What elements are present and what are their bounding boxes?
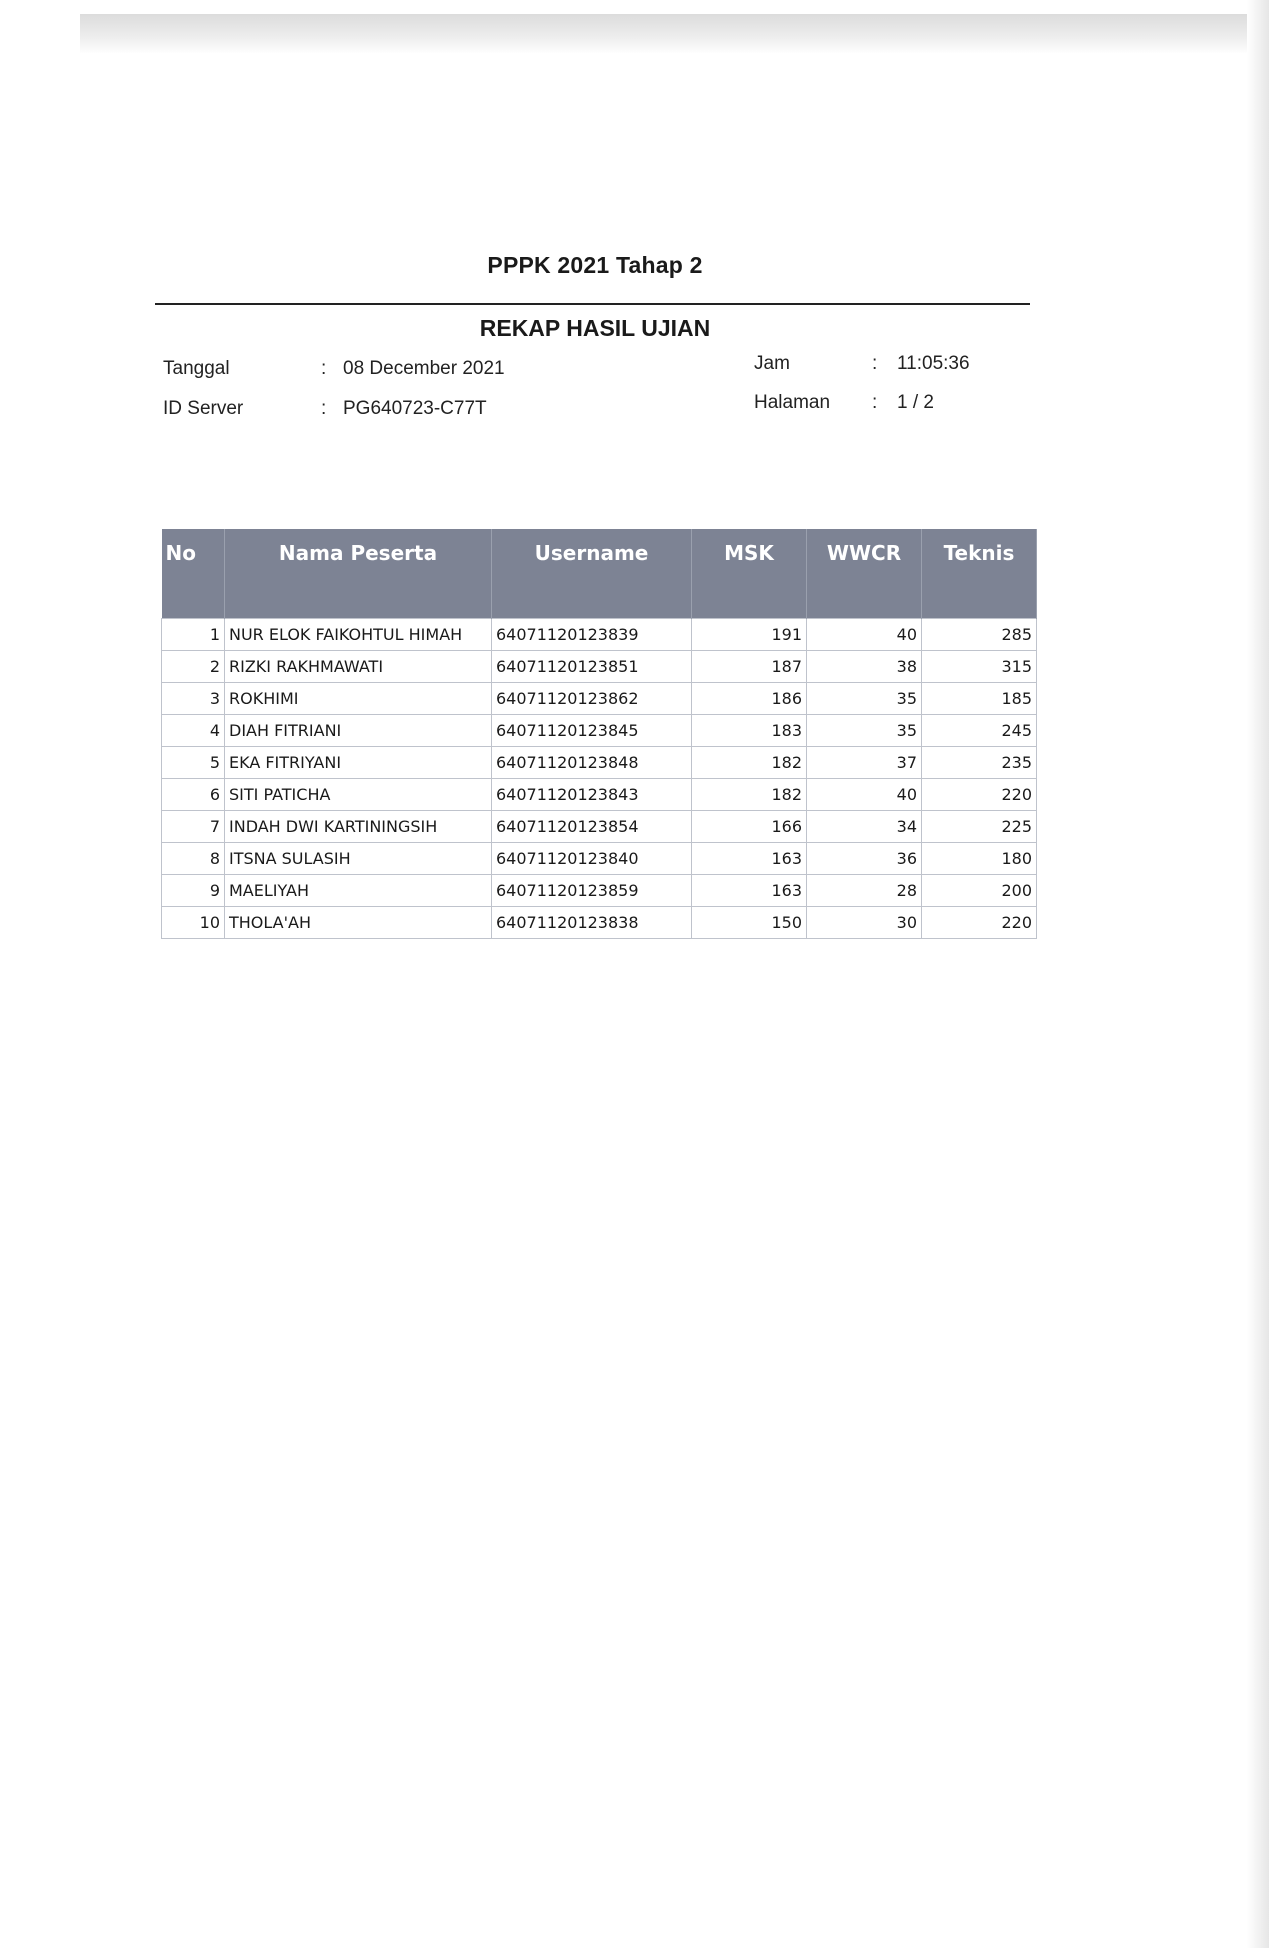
cell-wwcr: 36: [807, 843, 922, 875]
cell-nama: RIZKI RAKHMAWATI: [225, 651, 492, 683]
table-row: [162, 875, 1037, 907]
table-row: [162, 843, 1037, 875]
cell-msk: 163: [692, 875, 807, 907]
cell-wwcr: 28: [807, 875, 922, 907]
scan-edge: [1247, 0, 1269, 1948]
halaman-colon: :: [872, 392, 878, 413]
table-row: [162, 651, 1037, 683]
cell-nama: THOLA'AH: [225, 907, 492, 939]
cell-msk: 166: [692, 811, 807, 843]
table-row: [162, 907, 1037, 939]
table-row: [162, 619, 1037, 651]
cell-msk: 182: [692, 747, 807, 779]
column-header-nama: Nama Peserta: [225, 529, 492, 619]
cell-nama: ROKHIMI: [225, 683, 492, 715]
title-divider: [155, 303, 1030, 305]
table-row: [162, 683, 1037, 715]
meta-jam: [754, 353, 1014, 375]
table-header-row: [162, 529, 1037, 619]
cell-username: 64071120123845: [492, 715, 692, 747]
cell-no: 1: [162, 619, 225, 651]
cell-username: 64071120123859: [492, 875, 692, 907]
jam-label: Jam: [754, 353, 790, 374]
cell-msk: 186: [692, 683, 807, 715]
cell-no: 5: [162, 747, 225, 779]
cell-teknis: 220: [922, 907, 1037, 939]
cell-wwcr: 30: [807, 907, 922, 939]
cell-wwcr: 40: [807, 779, 922, 811]
cell-teknis: 200: [922, 875, 1037, 907]
cell-msk: 163: [692, 843, 807, 875]
cell-username: 64071120123862: [492, 683, 692, 715]
cell-no: 3: [162, 683, 225, 715]
halaman-label: Halaman: [754, 392, 831, 413]
idserver-value: PG640723-C77T: [343, 398, 487, 419]
cell-teknis: 315: [922, 651, 1037, 683]
idserver-label: ID Server: [163, 398, 244, 419]
column-header-no: No: [162, 529, 225, 619]
cell-nama: MAELIYAH: [225, 875, 492, 907]
cell-msk: 183: [692, 715, 807, 747]
table-row: [162, 747, 1037, 779]
cell-teknis: 185: [922, 683, 1037, 715]
tanggal-label: Tanggal: [163, 358, 230, 379]
cell-wwcr: 40: [807, 619, 922, 651]
cell-wwcr: 35: [807, 715, 922, 747]
cell-wwcr: 34: [807, 811, 922, 843]
results-table: [161, 529, 1037, 939]
cell-teknis: 180: [922, 843, 1037, 875]
cell-nama: NUR ELOK FAIKOHTUL HIMAH: [225, 619, 492, 651]
cell-teknis: 235: [922, 747, 1037, 779]
jam-colon: :: [872, 353, 878, 374]
cell-no: 6: [162, 779, 225, 811]
cell-username: 64071120123848: [492, 747, 692, 779]
cell-msk: 150: [692, 907, 807, 939]
cell-nama: DIAH FITRIANI: [225, 715, 492, 747]
meta-halaman: [754, 392, 1014, 414]
cell-username: 64071120123838: [492, 907, 692, 939]
cell-nama: ITSNA SULASIH: [225, 843, 492, 875]
idserver-colon: :: [321, 398, 327, 419]
cell-teknis: 220: [922, 779, 1037, 811]
cell-teknis: 285: [922, 619, 1037, 651]
cell-no: 4: [162, 715, 225, 747]
cell-username: 64071120123839: [492, 619, 692, 651]
cell-no: 10: [162, 907, 225, 939]
halaman-value: 1 / 2: [897, 392, 934, 413]
cell-wwcr: 35: [807, 683, 922, 715]
cell-no: 7: [162, 811, 225, 843]
meta-tanggal: [163, 358, 563, 380]
cell-msk: 182: [692, 779, 807, 811]
cell-wwcr: 38: [807, 651, 922, 683]
column-header-username: Username: [492, 529, 692, 619]
cell-nama: EKA FITRIYANI: [225, 747, 492, 779]
meta-idserver: [163, 398, 563, 420]
tanggal-value: 08 December 2021: [343, 358, 505, 379]
table-row: [162, 779, 1037, 811]
table-row: [162, 715, 1037, 747]
cell-msk: 191: [692, 619, 807, 651]
cell-msk: 187: [692, 651, 807, 683]
cell-no: 9: [162, 875, 225, 907]
scan-shadow: [80, 14, 1250, 54]
cell-username: 64071120123851: [492, 651, 692, 683]
document-title: PPPK 2021 Tahap 2: [487, 252, 703, 278]
cell-username: 64071120123843: [492, 779, 692, 811]
column-header-msk: MSK: [692, 529, 807, 619]
cell-username: 64071120123840: [492, 843, 692, 875]
column-header-teknis: Teknis: [922, 529, 1037, 619]
cell-nama: SITI PATICHA: [225, 779, 492, 811]
cell-username: 64071120123854: [492, 811, 692, 843]
cell-wwcr: 37: [807, 747, 922, 779]
document-subtitle: REKAP HASIL UJIAN: [479, 315, 711, 341]
cell-no: 8: [162, 843, 225, 875]
tanggal-colon: :: [321, 358, 327, 379]
jam-value: 11:05:36: [897, 353, 970, 374]
cell-no: 2: [162, 651, 225, 683]
cell-nama: INDAH DWI KARTININGSIH: [225, 811, 492, 843]
table-row: [162, 811, 1037, 843]
cell-teknis: 245: [922, 715, 1037, 747]
column-header-wwcr: WWCR: [807, 529, 922, 619]
cell-teknis: 225: [922, 811, 1037, 843]
